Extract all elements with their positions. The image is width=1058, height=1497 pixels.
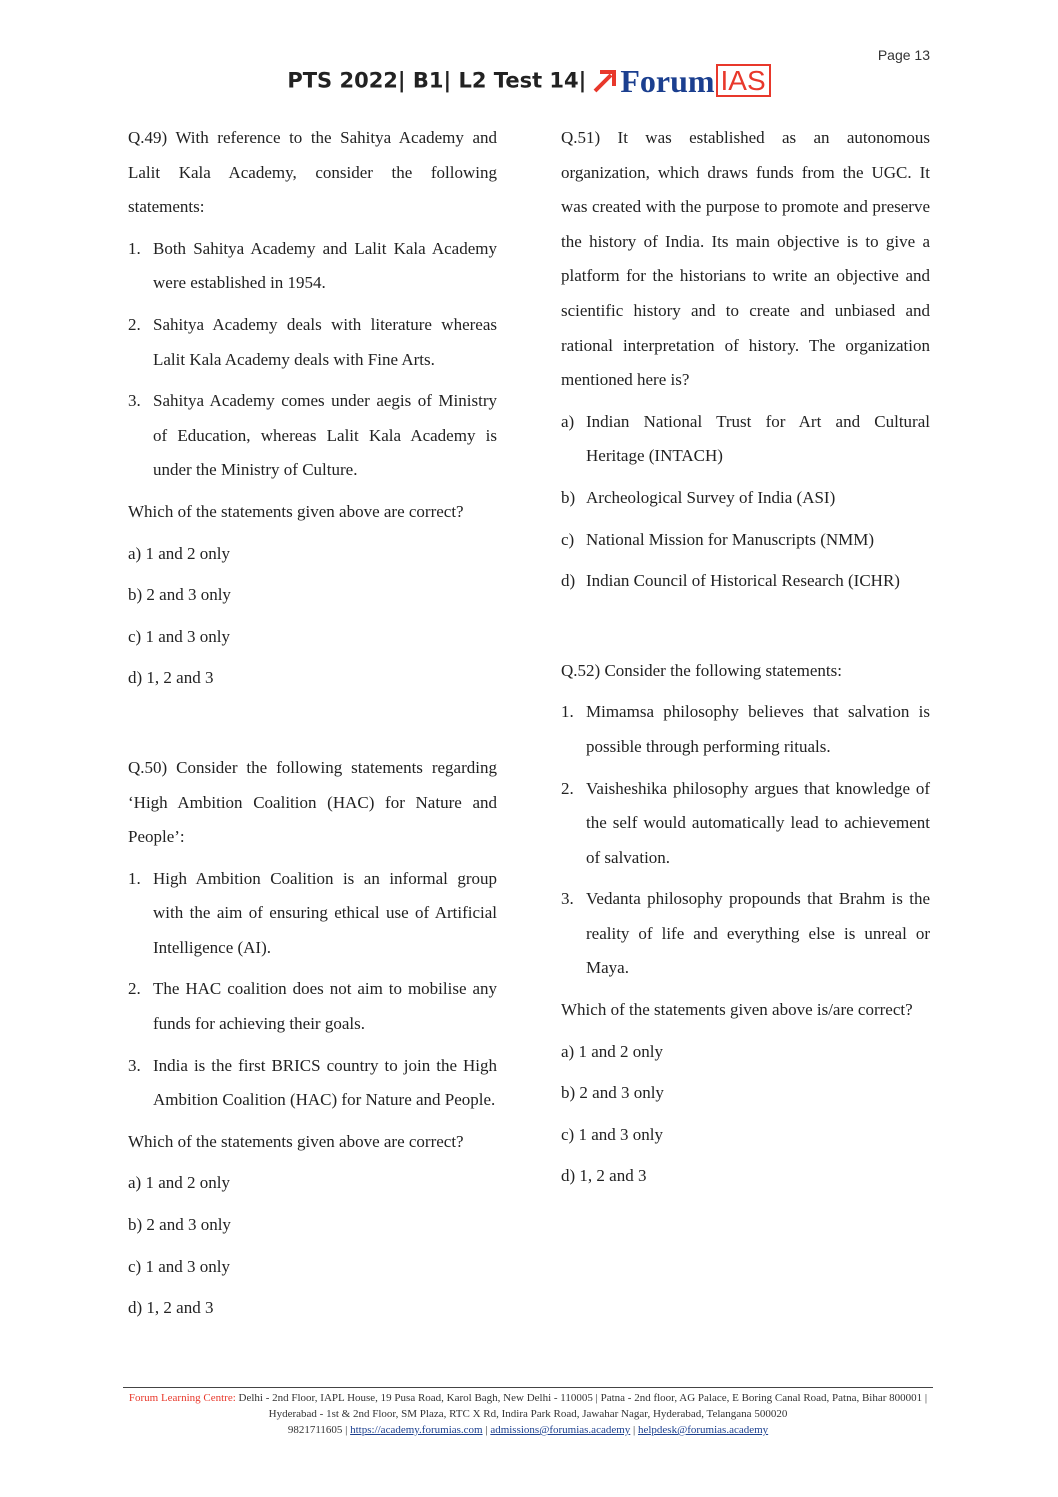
statement-item: 2. Sahitya Academy deals with literature whereas Lalit Kala Academy deals with Fine Arts. (128, 314, 497, 369)
statement-item: 2. The HAC coalition does not aim to mobilise any funds for achieving their goals. (128, 979, 497, 1034)
option-a: a) 1 and 2 only (128, 543, 230, 563)
left-column (128, 121, 497, 1333)
statement-item: 2. Vaisheshika philosophy argues that knowledge of the self would automatically lead to achievement of salvation. (561, 778, 930, 867)
test-title: PTS 2022| B1| L2 Test 14| (287, 68, 587, 93)
question-number: Q.52) (561, 660, 601, 680)
option-c: c) 1 and 3 only (128, 1256, 230, 1276)
question-49 (128, 121, 497, 696)
arrow-up-right-icon (592, 68, 618, 94)
statement-item: 1. Mimamsa philosophy believes that salvation is possible through performing rituals. (561, 702, 930, 756)
question-text: Q.49) With reference to the Sahitya Academy and Lalit Kala Academy, consider the following statements: (128, 128, 497, 217)
question-prompt: Which of the statements given above is/are correct? (561, 1000, 913, 1020)
statement-item: 1. Both Sahitya Academy and Lalit Kala Academy were established in 1954. (128, 238, 497, 293)
option-b: b) 2 and 3 only (128, 1215, 231, 1235)
helpdesk-email-link[interactable]: helpdesk@forumias.academy (637, 1424, 769, 1436)
footer-divider (123, 1387, 933, 1388)
statement-item: 3. Vedanta philosophy propounds that Brahm is the reality of life and everything else is unreal or Maya. (561, 889, 930, 978)
question-number: Q.50) (128, 757, 168, 777)
option-a: a) 1 and 2 only (128, 1173, 230, 1193)
option-a: a) Indian National Trust for Art and Cultural Heritage (INTACH) (561, 411, 930, 466)
right-column (561, 121, 930, 1201)
question-50 (128, 751, 497, 1326)
option-d: d) Indian Council of Historical Research (ICHR) (561, 571, 900, 591)
academy-website-link[interactable]: https://academy.forumias.com (350, 1424, 483, 1436)
page-header (0, 64, 1058, 97)
option-b: b) 2 and 3 only (561, 1083, 664, 1103)
option-b: b) 2 and 3 only (128, 585, 231, 605)
option-b: b) Archeological Survey of India (ASI) (561, 487, 836, 507)
footer-addresses: Delhi - 2nd Floor, IAPL House, 19 Pusa Road, Karol Bagh, New Delhi - 110005 | Patna - 2nd floor, AG Palace, E Boring Canal Road, Patna, Bihar 800001 | Hyderabad - 1st & 2nd Floor, SM Plaza, RTC X Rd, Indira Park Road, Jawahar Nagar, Hyderabad, Telangana 500020 (235, 1392, 928, 1420)
option-d: d) 1, 2 and 3 (128, 668, 214, 688)
page-number: Page 13 (877, 47, 930, 63)
option-c: c) 1 and 3 only (128, 626, 230, 646)
logo-ias-text: IAS (716, 64, 771, 97)
question-prompt: Which of the statements given above are correct? (128, 1131, 464, 1151)
statement-item: 1. High Ambition Coalition is an informal group with the aim of ensuring ethical use of Artificial Intelligence (AI). (128, 868, 497, 957)
option-c: c) 1 and 3 only (561, 1124, 663, 1144)
option-d: d) 1, 2 and 3 (561, 1166, 647, 1186)
question-text: Q.52) Consider the following statements: (561, 660, 842, 680)
option-c: c) National Mission for Manuscripts (NMM) (561, 529, 875, 549)
option-a: a) 1 and 2 only (561, 1041, 663, 1061)
footer-brand: Forum Learning Centre: (128, 1392, 236, 1404)
question-number: Q.51) (561, 128, 601, 147)
question-number: Q.49) (128, 128, 168, 147)
footer-phone: 9821711605 (287, 1424, 343, 1436)
option-d: d) 1, 2 and 3 (128, 1298, 214, 1318)
question-52 (561, 654, 930, 1194)
question-51 (561, 121, 930, 599)
forumias-logo (592, 64, 770, 97)
admissions-email-link[interactable]: admissions@forumias.academy (490, 1424, 631, 1436)
statement-item: 3. India is the first BRICS country to join the High Ambition Coalition (HAC) for Nature and People. (128, 1055, 497, 1110)
question-prompt: Which of the statements given above are correct? (128, 501, 464, 521)
question-text: Q.50) Consider the following statements regarding ‘High Ambition Coalition (HAC) for Nature and People’: (128, 757, 497, 847)
logo-forum-text: Forum (620, 62, 715, 99)
question-text: Q.51) It was established as an autonomous organization, which draws funds from the UGC. It was created with the purpose to promote and preserve the history of India. Its main objective is to give a platform for the historians to write an objective and scientific history and to create and unbiased and rational interpretation of history. The organization mentioned here is? (561, 128, 930, 390)
statement-item: 3. Sahitya Academy comes under aegis of Ministry of Education, whereas Lalit Kala Academy is under the Ministry of Culture. (128, 391, 497, 480)
page-footer: Forum Learning Centre: Delhi - 2nd Floor, IAPL House, 19 Pusa Road, Karol Bagh, New Delhi - 110005 | Patna - 2nd floor, AG Palace, E Boring Canal Road, Patna, Bihar 800001 | Hyderabad - 1st & 2nd Floor, SM Plaza, RTC X Rd, Indira Park Road, Jawahar Nagar, Hyderabad, Telangana 500020 9821711605 | https://academy.forumias.com | admissions@forumias.academy | helpdesk@forumias.academy (128, 1392, 928, 1436)
